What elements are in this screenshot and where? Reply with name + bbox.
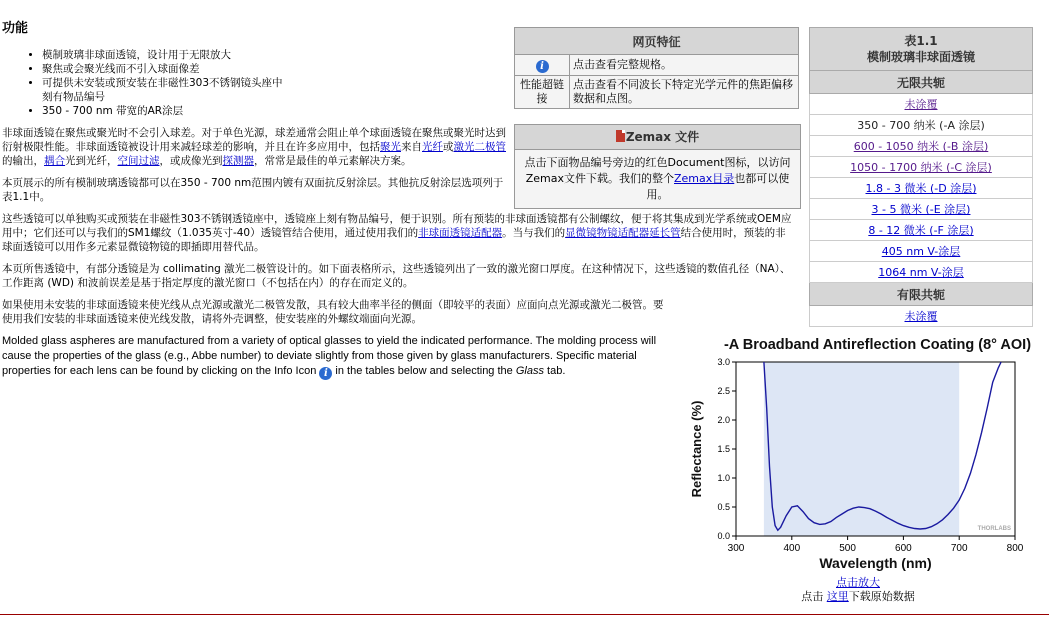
coating-row — [810, 136, 1033, 157]
y-tick-label: 3.0 — [717, 357, 730, 367]
footer-divider — [0, 614, 1049, 615]
coating-current: 350 - 700 纳米 (-A 涂层) — [857, 119, 985, 132]
coating-row — [810, 157, 1033, 178]
y-tick-label: 0.5 — [717, 502, 730, 512]
y-tick-label: 2.5 — [717, 386, 730, 396]
paragraph-molded-glass: Molded glass aspheres are manufactured from a variety of optical glasses to yield the indicated performance. The molding process will cause the properties of the glass (e.g., Abbe number) to deviate slightly from those given by glass manufacturers. Specific material properties for each lens can be found by clicking on the Info Icon i in the tables below and selecting the Glass tab. — [2, 335, 657, 379]
link-detector[interactable]: 探测器 — [222, 155, 254, 167]
link-laser-diode[interactable]: 激光二极管 — [453, 141, 506, 153]
link-asphere-adapter[interactable]: 非球面透镜适配器 — [418, 227, 503, 239]
x-tick-label: 500 — [839, 543, 856, 554]
link-coupling[interactable]: 耦合 — [44, 155, 65, 167]
coating-table-title: 表1.1 模制玻璃非球面透镜 — [810, 28, 1033, 71]
performance-link-description: 点击查看不同波长下特定光学元件的焦距偏移数据和点图。 — [570, 76, 799, 109]
info-icon[interactable]: i — [536, 60, 549, 73]
coating-row — [810, 115, 1033, 136]
paragraph-coating: 本页展示的所有模制玻璃透镜都可以在350 - 700 nm范围内镀有双面抗反射涂层。其他抗反射涂层选项列于表1.1中。 — [2, 177, 504, 203]
performance-link-label: 性能超链接 — [515, 76, 570, 109]
web-features-title: 网页特征 — [515, 28, 799, 55]
coating-link[interactable]: 1.8 - 3 微米 (-D 涂层) — [865, 182, 977, 195]
coating-row — [810, 306, 1033, 327]
section-finite-conjugate: 有限共轭 — [810, 283, 1033, 306]
coating-link[interactable]: 3 - 5 微米 (-E 涂层) — [871, 203, 971, 216]
coating-row — [810, 220, 1033, 241]
x-tick-label: 800 — [1006, 543, 1024, 554]
y-tick-label: 1.5 — [717, 444, 730, 454]
chart-shaded-band — [764, 362, 959, 536]
web-features-table — [514, 27, 799, 109]
feature-bullet: • 模制玻璃非球面透镜，设计用于无限放大 — [42, 48, 510, 62]
coating-row — [810, 241, 1033, 262]
coating-link[interactable]: 1050 - 1700 纳米 (-C 涂层) — [850, 161, 992, 174]
zemax-description: 点击下面物品编号旁边的红色Document图标，以访问Zemax文件下载。我们的整个Zemax目录也都可以使用。 — [524, 156, 791, 201]
glass-tab-name: Glass — [515, 365, 544, 377]
paragraph-laser-window: 本页所售透镜中，有部分透镜是为 collimating 激光二极管设计的。如下面表格所示，这些透镜列出了一致的激光窗口厚度。在这种情况下，这些透镜的数值孔径（NA）、工作距离 (WD) 和波前误差是基于指定厚度的激光窗口（不包括在内）的存在而定义的。 — [2, 263, 791, 289]
reflectance-chart[interactable] — [688, 332, 1038, 602]
coating-row — [810, 94, 1033, 115]
chart-caption: 点击放大 点击 这里下载原始数据 — [801, 576, 915, 603]
coating-link[interactable]: 600 - 1050 纳米 (-B 涂层) — [853, 140, 989, 153]
link-fiber[interactable]: 光纤 — [422, 141, 443, 153]
y-axis-label: Reflectance (%) — [689, 400, 704, 498]
feature-bullet: • 350 - 700 nm 带宽的AR涂层 — [42, 104, 510, 118]
feature-bullet: • 可提供未安装或预安装在非磁性303不锈钢镜头座中 刻有物品编号 — [42, 76, 510, 104]
y-tick-label: 1.0 — [717, 473, 730, 483]
coating-link[interactable]: 未涂覆 — [904, 310, 938, 323]
paragraph-mounting: 这些透镜可以单独购买或预装在非磁性303不锈钢透镜座中，透镜座上刻有物品编号，便于识别。所有预装的非球面透镜都有公制螺纹，便于将其集成到光学系统或OEM应用中；它们还可以与我们的SM1螺纹（1.035英寸-40）透镜管结合使用，通过使用我们的非球面透镜适配器。当与我们的显微镜物镜适配器延长管结合使用时，预装的非球面透镜可以用作多元素显微镜物镜的即插即用替代品。 — [2, 213, 792, 253]
link-download-raw-data[interactable]: 这里 — [826, 590, 849, 603]
zemax-title-bar — [515, 125, 800, 150]
link-collimating[interactable]: 聚光 — [380, 141, 401, 153]
section-infinite-conjugate: 无限共轭 — [810, 71, 1033, 94]
link-spatial-filter[interactable]: 空间过滤 — [117, 155, 160, 167]
coating-row — [810, 178, 1033, 199]
zemax-panel — [514, 124, 801, 209]
info-icon-cell — [515, 55, 570, 76]
coating-link[interactable]: 1064 nm V-涂层 — [878, 266, 964, 279]
link-objective-adapter[interactable]: 显微镜物镜适配器延长管 — [565, 227, 681, 239]
feature-bullet: • 聚焦或会聚光线而不引入球面像差 — [42, 62, 510, 76]
features-heading: 功能 — [2, 21, 29, 36]
x-tick-label: 300 — [727, 543, 745, 554]
coating-row — [810, 199, 1033, 220]
zemax-title: Zemax 文件 — [625, 130, 700, 144]
features-list — [2, 48, 510, 118]
x-axis-label: Wavelength (nm) — [819, 555, 932, 571]
info-icon-description: 点击查看完整规格。 — [570, 55, 799, 76]
info-icon: i — [319, 367, 332, 380]
thorlabs-watermark: THORLABS — [977, 526, 1011, 532]
x-tick-label: 700 — [950, 543, 968, 554]
link-zemax-catalog[interactable]: Zemax目录 — [674, 172, 735, 185]
document-icon — [616, 130, 625, 142]
coating-row — [810, 262, 1033, 283]
coating-table — [809, 27, 1033, 327]
link-click-to-enlarge[interactable]: 点击放大 — [836, 576, 880, 589]
y-tick-label: 2.0 — [717, 415, 730, 425]
x-tick-label: 400 — [783, 543, 801, 554]
y-tick-label: 0.0 — [717, 531, 730, 541]
coating-link[interactable]: 8 - 12 微米 (-F 涂层) — [868, 224, 974, 237]
coating-link[interactable]: 未涂覆 — [904, 98, 938, 111]
chart-title: -A Broadband Antireflection Coating (8° AOI) — [723, 337, 1032, 353]
paragraph-aspheric-intro: 非球面透镜在聚焦或聚光时不会引入球差。对于单色光源，球差通常会阻止单个球面透镜在聚焦或聚光时达到衍射极限性能。非球面透镜被设计用来减轻球差的影响，并且在许多应用中，包括聚光来自光纤或激光二极管的输出，耦合光到光纤，空间过滤，或成像光到探测器，常常是最佳的单元素解决方案。 — [2, 127, 506, 167]
x-tick-label: 600 — [895, 543, 912, 554]
coating-link[interactable]: 405 nm V-涂层 — [881, 245, 961, 258]
paragraph-orientation: 如果使用未安装的非球面透镜来使光线从点光源或激光二极管发散，具有较大曲率半径的侧面（即较平的表面）应面向点光源或激光二极管。要使用我们安装的非球面透镜来使光线发散，请将外壳调整，使安装座的外螺纹端面向光源。 — [2, 299, 664, 325]
